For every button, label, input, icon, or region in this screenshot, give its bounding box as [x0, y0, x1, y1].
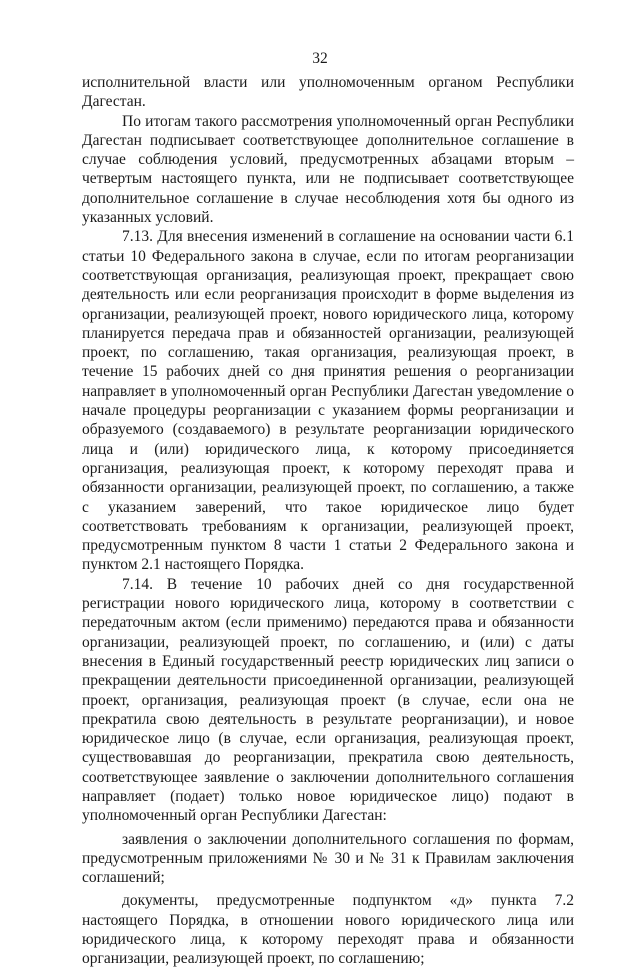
paragraph-continuation: исполнительной власти или уполномоченным органом Республики Дагестан.	[82, 74, 574, 111]
paragraph-7-14: 7.14. В течение 10 рабочих дней со дня государственной регистрации нового юридического лица, которому в соответствии с передаточным актом (если применимо) передаются права и обязанности организации, реализующей проект, по соглашению, и (или) с даты внесения в Единый государственный реестр юридических лиц записи о прекращении деятельности присоединенной организации, реализующей проект, организация, реализующая проект (в случае, если она не прекратила свою деятельность в результате реорганизации), и новое юридическое лицо (в случае, если организация, реализующая проект, существовавшая до реорганизации, прекратила свою деятельность, соответствующее заявление о заключении дополнительного соглашения направляет (подает) только новое юридическое лицо) подают в уполномоченный орган Республики Дагестан:	[82, 575, 574, 825]
paragraph-7-13: 7.13. Для внесения изменений в соглашение на основании части 6.1 статьи 10 Федерального закона в случае, если по итогам реорганизации соответствующая организация, реализующая проект, прекращает свою деятельность или если реорганизация происходит в форме выделения из организации, реализующей проект, нового юридического лица, которому планируется передача прав и обязанностей организации, реализующей проект, по соглашению, такая организация, реализующая проект, в течение 15 рабочих дней со дня принятия решения о реорганизации направляет в уполномоченный орган Республики Дагестан уведомление о начале процедуры реорганизации с указанием формы реорганизации и образуемого (создаваемого) в результате реорганизации юридического лица и (или) юридического лица, к которому присоединяется организация, реализующая проект, к которому переходят права и обязанности организации, реализующей проект, по соглашению, а также с указанием заверений, что такое юридическое лицо будет соответствовать требованиям к организации, реализующей проект, предусмотренным пунктом 8 части 1 статьи 2 Федерального закона и пунктом 2.1 настоящего Порядка.	[82, 228, 574, 574]
paragraph-signing-rules: По итогам такого рассмотрения уполномоченный орган Республики Дагестан подписывает соответствующее дополнительное соглашение в случае соблюдения условий, предусмотренных абзацами вторым – четвертым настоящего пункта, или не подписывает соответствующее дополнительное соглашение в случае несоблюдения хотя бы одного из указанных условий.	[82, 112, 574, 227]
list-item-documents: документы, предусмотренные подпунктом «д» пункта 7.2 настоящего Порядка, в отношении нового юридического лица или юридического лица, к которому переходят права и обязанности организации, реализующей проект, по соглашению;	[82, 892, 574, 968]
document-body	[82, 73, 574, 969]
list-item-applications: заявления о заключении дополнительного соглашения по формам, предусмотренным приложениями № 30 и № 31 к Правилам заключения соглашений;	[82, 830, 574, 887]
page-number: 32	[312, 50, 328, 67]
